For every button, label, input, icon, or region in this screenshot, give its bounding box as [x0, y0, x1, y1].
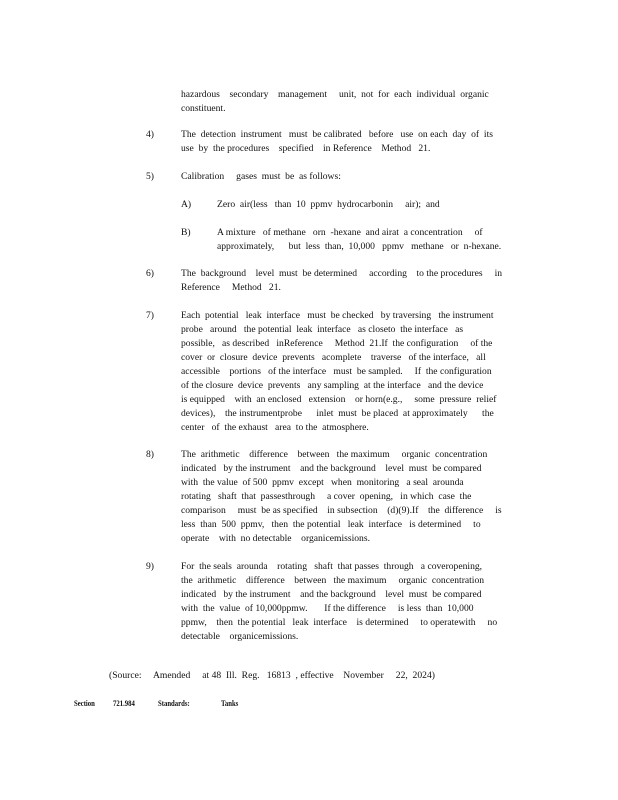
item-line: Reference Method 21. [181, 282, 281, 293]
item-line: For the seals arounda rotating shaft that passes through a coveropening, [181, 561, 483, 572]
item-number: 9) [146, 561, 154, 572]
item-line: Calibration gases must be as follows: [181, 171, 341, 182]
item-line: operate with no detectable organicemissions. [181, 533, 370, 544]
item-line: with the value of 500 ppmv except when monitoring a seal arounda [181, 477, 464, 488]
item-line: accessible portions of the interface must be sampled. If the configuration [181, 366, 492, 377]
section-title: Tanks [221, 699, 239, 708]
item-line: The arithmetic difference between the maximum organic concentration [181, 449, 488, 460]
intro-line: constituent. [181, 103, 226, 114]
subitem-line: approximately, but less than, 10,000 ppmv methane or n-hexane. [217, 241, 502, 252]
item-line: center of the exhaust area to the atmosphere. [181, 422, 369, 433]
intro-line: hazardous secondary management unit, not for each individual organic [181, 89, 489, 100]
item-line: indicated by the instrument and the background level must be compared [181, 589, 482, 600]
item-line: is equipped with an enclosed extension or horn(e.g., some pressure relief [181, 394, 497, 405]
source-note: (Source: Amended at 48 Ill. Reg. 16813 , effective November 22, 2024) [109, 670, 435, 681]
item-line: cover or closure device prevents acomplete traverse of the interface, all [181, 352, 486, 363]
item-line: ppmw, then the potential leak interface is determined to operatewith no [181, 617, 498, 628]
item-line: The background level must be determined according to the procedures in [181, 268, 503, 279]
section-label: Section [74, 699, 95, 708]
item-line: with the value of 10,000ppmw. If the difference is less than 10,000 [181, 603, 474, 614]
section-title-label: Standards: [158, 699, 190, 708]
item-line: the arithmetic difference between the maximum organic concentration [181, 575, 485, 586]
subitem-line: Zero air(less than 10 ppmv hydrocarbonin air); and [217, 199, 440, 210]
item-number: 6) [146, 268, 154, 279]
item-line: comparison must be as specified in subsection (d)(9).If the difference is [181, 505, 502, 516]
item-line: detectable organicemissions. [181, 631, 299, 642]
item-number: 4) [146, 129, 154, 140]
item-line: rotating shaft that passesthrough a cover opening, in which case the [181, 491, 472, 502]
item-line: The detection instrument must be calibrated before use on each day of its [181, 129, 493, 140]
item-number: 5) [146, 171, 154, 182]
item-line: probe around the potential leak interface as closeto the interface as [181, 324, 464, 335]
item-line: indicated by the instrument and the background level must be compared [181, 463, 482, 474]
section-number: 721.984 [113, 699, 135, 708]
subitem-letter: A) [181, 199, 192, 210]
item-line: devices), the instrumentprobe inlet must be placed at approximately the [181, 408, 494, 419]
item-line: Each potential leak interface must be checked by traversing the instrument [181, 310, 494, 321]
item-line: possible, as described inReference Method 21.If the configuration of the [181, 338, 493, 349]
subitem-letter: B) [181, 227, 191, 238]
subitem-line: A mixture of methane orn -hexane and airat a concentration of [217, 227, 483, 238]
item-number: 7) [146, 310, 154, 321]
item-number: 8) [146, 449, 154, 460]
item-line: use by the procedures specified in Reference Method 21. [181, 143, 431, 154]
item-line: less than 500 ppmv, then the potential leak interface is determined to [181, 519, 481, 530]
item-line: of the closure device prevents any sampling at the interface and the device [181, 380, 484, 391]
